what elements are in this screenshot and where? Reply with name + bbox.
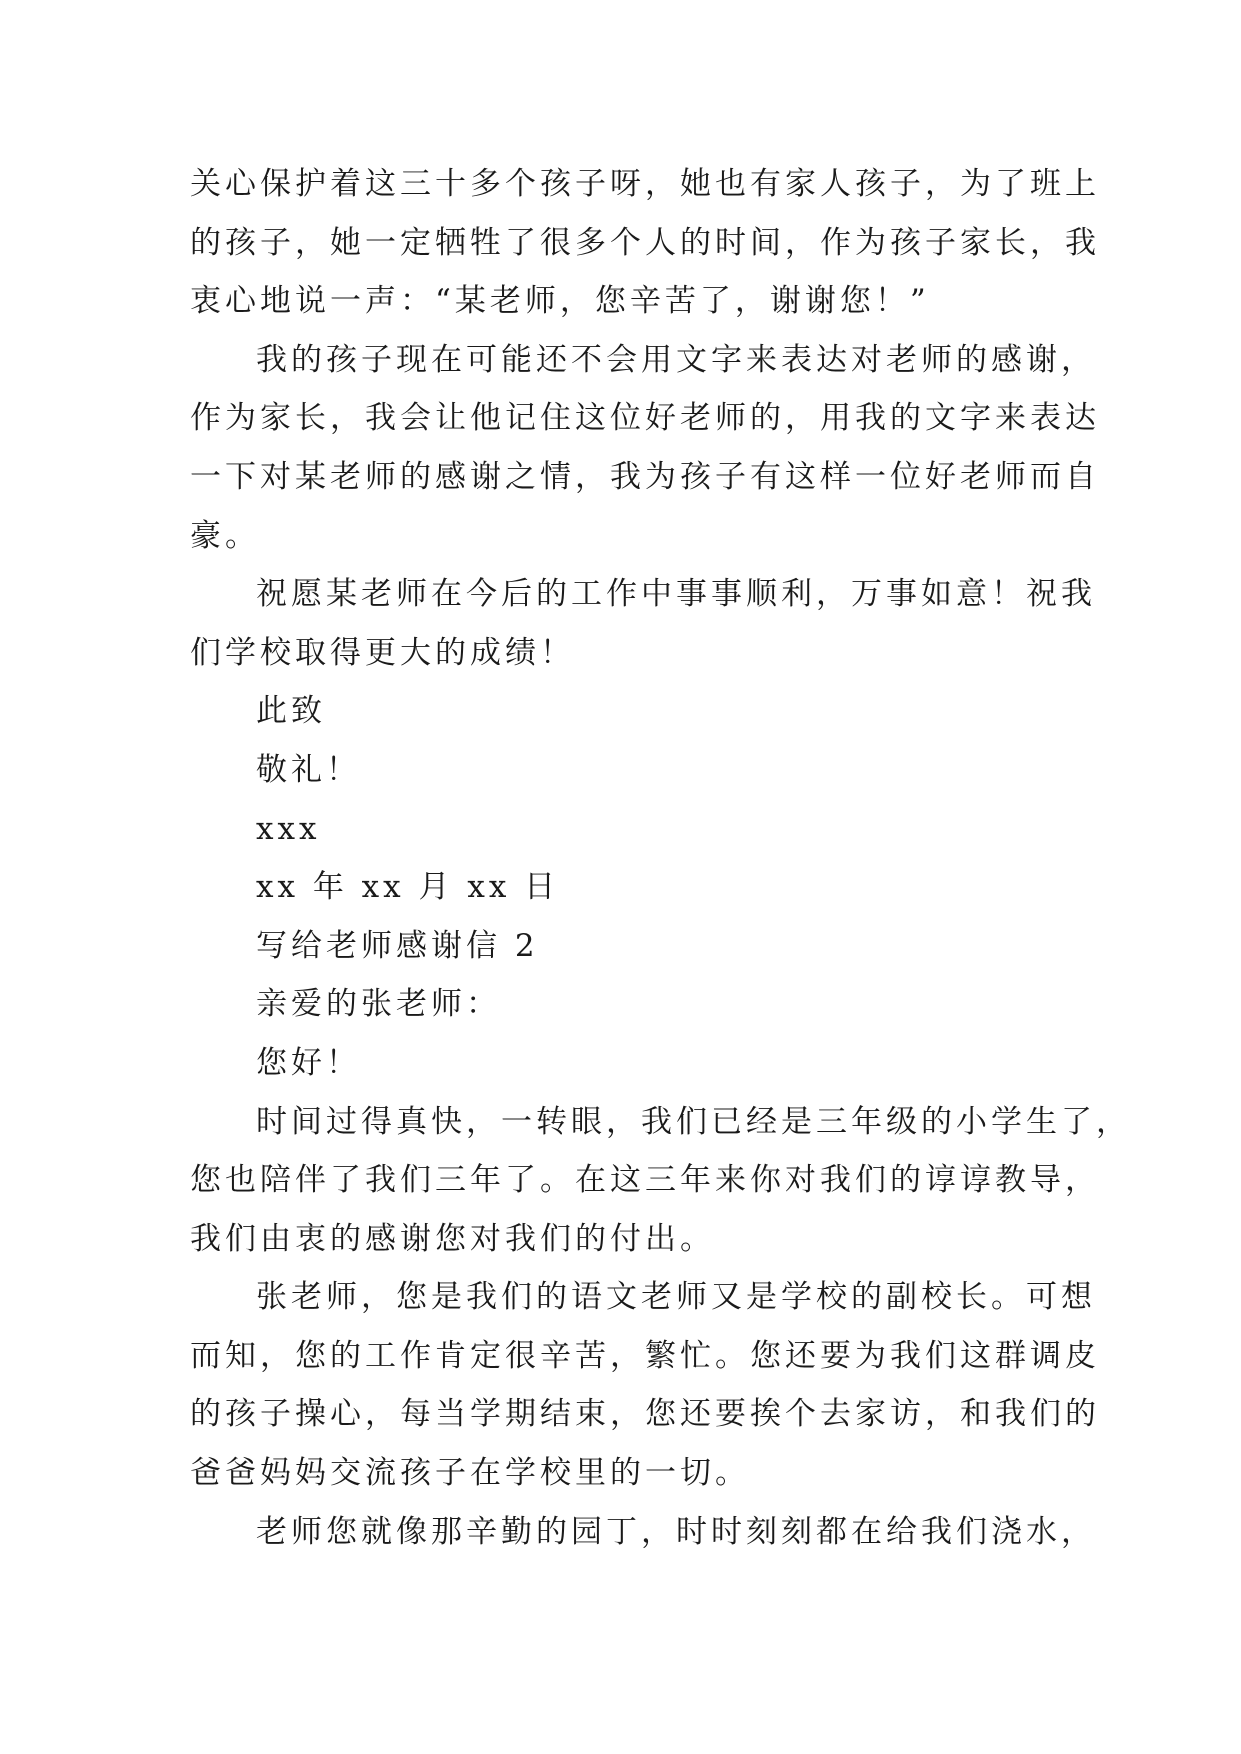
text-line: 衷心地说一声：“某老师，您辛苦了，谢谢您！” (190, 283, 930, 320)
text-line: 老师您就像那辛勤的园丁，时时刻刻都在给我们浇水， (256, 1513, 1096, 1550)
text-line: 您好！ (256, 1044, 361, 1081)
text-line: 爸爸妈妈交流孩子在学校里的一切。 (190, 1455, 750, 1492)
text-line: 的孩子操心，每当学期结束，您还要挨个去家访，和我们的 (190, 1396, 1100, 1433)
text-line: 此致 (256, 693, 326, 730)
text-line: 敬礼！ (256, 751, 361, 788)
text-line: 写给老师感谢信 2 (256, 927, 539, 964)
text-line: 我的孩子现在可能还不会用文字来表达对老师的感谢， (256, 341, 1096, 378)
text-line: 您也陪伴了我们三年了。在这三年来你对我们的谆谆教导， (190, 1162, 1100, 1199)
text-line: 的孩子，她一定牺牲了很多个人的时间，作为孩子家长，我 (190, 224, 1100, 261)
text-line: xx 年 xx 月 xx 日 (256, 869, 560, 906)
text-line: 作为家长，我会让他记住这位好老师的，用我的文字来表达 (190, 400, 1100, 437)
text-line: 亲爱的张老师： (256, 986, 501, 1023)
text-line: 而知，您的工作肯定很辛苦，繁忙。您还要为我们这群调皮 (190, 1337, 1100, 1374)
letter-body (190, 155, 1131, 1561)
text-line: 一下对某老师的感谢之情，我为孩子有这样一位好老师而自 (190, 458, 1100, 495)
text-line: 祝愿某老师在今后的工作中事事顺利，万事如意！祝我 (256, 576, 1096, 613)
text-line: 张老师，您是我们的语文老师又是学校的副校长。可想 (256, 1279, 1096, 1316)
text-line: 我们由衷的感谢您对我们的付出。 (190, 1220, 715, 1257)
text-line: 们学校取得更大的成绩！ (190, 634, 575, 671)
text-line: 豪。 (190, 517, 260, 554)
text-line: 时间过得真快，一转眼，我们已经是三年级的小学生了， (256, 1103, 1131, 1140)
text-line: 关心保护着这三十多个孩子呀，她也有家人孩子，为了班上 (190, 166, 1100, 202)
text-line: xxx (256, 810, 321, 847)
